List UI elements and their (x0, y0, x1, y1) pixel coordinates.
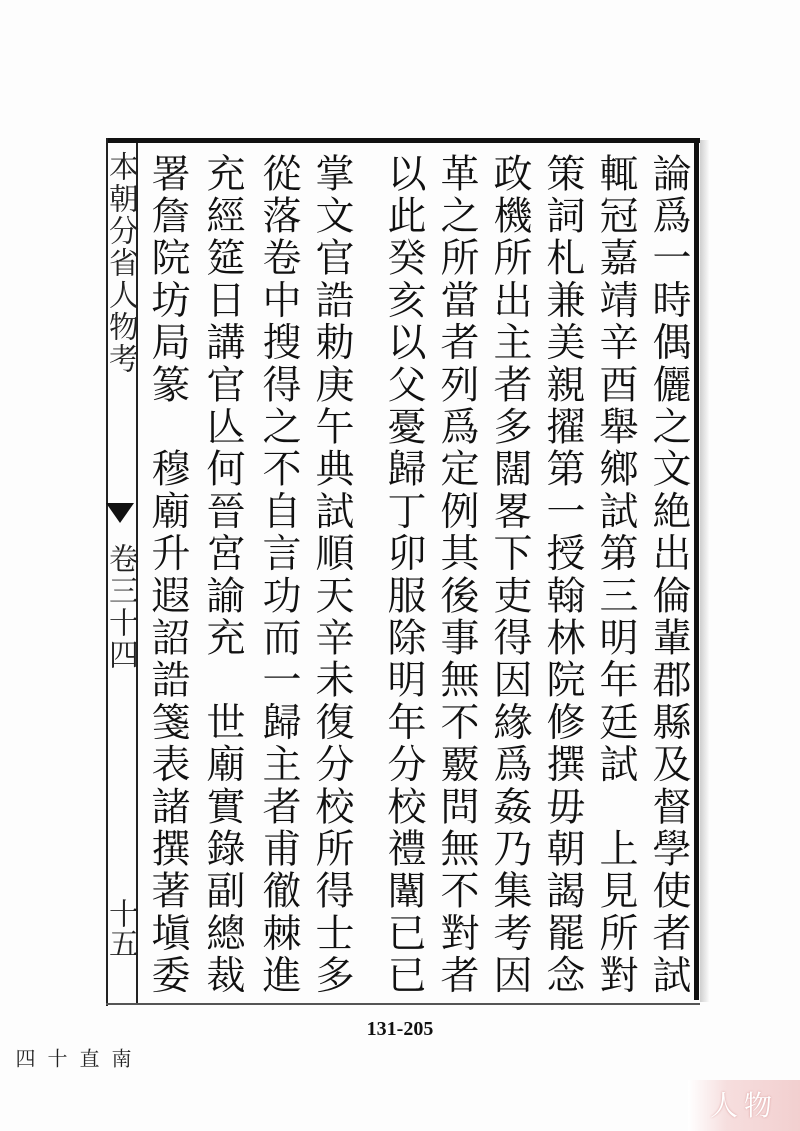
text-column-10: 署詹院坊局篆 穆廟升遐詔誥箋表諸撰著塡委 (145, 153, 190, 997)
text-column-5: 革之所當者列爲定例其後事無不覈問無不對者 (434, 153, 479, 997)
frame-top-border (108, 138, 700, 143)
gutter-leaf-number: 十五 (103, 898, 138, 958)
text-column-1: 論爲一時偶儷之文絶出倫輩郡縣及督學使者試 (646, 153, 691, 997)
frame-bottom-border (106, 1003, 700, 1005)
gutter-book-title: 本朝分省人物考 (103, 151, 138, 375)
text-column-3: 策詞札兼美親擢第一授翰林院修撰毋朝謁罷念 (540, 153, 585, 997)
page-gutter (12, 143, 138, 1068)
footer-page-number: 131-205 (366, 1018, 434, 1040)
page-edge-shadow (700, 140, 710, 1002)
gutter-region-label: 南直十四 (12, 1048, 132, 1068)
text-column-7: 掌文官誥勅庚午典試順天辛未復分校所得士多 (309, 153, 354, 997)
frame-right-border (694, 138, 699, 1000)
watermark-text: 人物 (709, 1089, 778, 1122)
text-column-9: 充經筵日講官亾何晉宮諭充 世廟實錄副總裁 (200, 153, 245, 997)
text-column-6: 以此癸亥以父憂歸丁卯服除明年分校禮闈已已 (381, 153, 426, 997)
text-column-2: 輒冠嘉靖辛酉舉鄉試第三明年廷試 上見所對 (593, 153, 638, 997)
text-column-8: 從落卷中搜得之不自言功而一歸主者甫徹棘進 (256, 153, 301, 997)
fishtail-mark-icon (106, 503, 134, 523)
gutter-volume-number: 卷三十四 (103, 543, 138, 671)
text-column-4: 政機所出主者多闊畧下吏得因緣爲姦乃集考因 (487, 153, 532, 997)
watermark-logo (688, 1080, 800, 1131)
